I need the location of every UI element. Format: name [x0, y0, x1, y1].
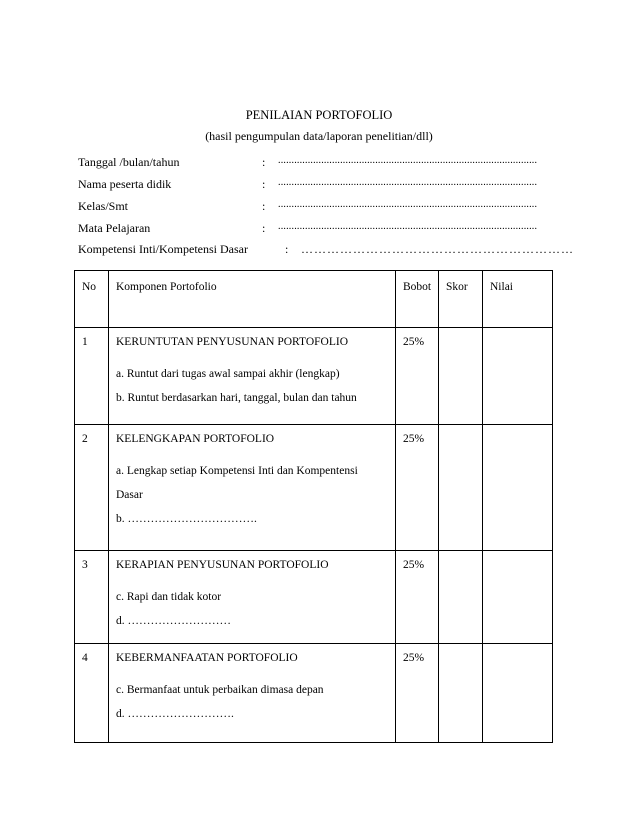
field-colon: :: [262, 155, 266, 169]
page-subtitle: (hasil pengumpulan data/laporan penelitian/dll): [205, 129, 433, 143]
table-row: [75, 644, 553, 743]
field-colon: :: [262, 199, 266, 213]
component-item: a. Runtut dari tugas awal sampai akhir (lengkap): [116, 368, 340, 380]
row-bobot: 25%: [396, 328, 439, 425]
field-mapel: [78, 221, 558, 239]
row-bobot: 25%: [396, 425, 439, 551]
component-title: KELENGKAPAN PORTOFOLIO: [116, 433, 275, 445]
row-skor-cell[interactable]: [439, 644, 483, 743]
row-component: [109, 328, 396, 425]
component-title: KERAPIAN PENYUSUNAN PORTOFOLIO: [116, 559, 329, 571]
row-nilai-cell[interactable]: [483, 425, 553, 551]
row-nilai-cell[interactable]: [483, 551, 553, 644]
table-header-row: [75, 271, 553, 328]
field-blank: ................................................................................................: [278, 199, 538, 210]
component-item: d. ………………………: [116, 615, 231, 627]
component-item: c. Bermanfaat untuk perbaikan dimasa depan: [116, 684, 324, 696]
row-no: 1: [75, 328, 109, 425]
component-item: b. Runtut berdasarkan hari, tanggal, bulan dan tahun: [116, 392, 357, 404]
table-row: [75, 551, 553, 644]
field-colon: :: [285, 242, 289, 256]
component-item: c. Rapi dan tidak kotor: [116, 591, 222, 603]
row-nilai-cell[interactable]: [483, 328, 553, 425]
col-header-skor: Skor: [439, 271, 483, 328]
col-header-komponen: Komponen Portofolio: [109, 271, 396, 328]
field-label: Nama peserta didik: [78, 177, 172, 191]
field-colon: :: [262, 221, 266, 235]
row-nilai-cell[interactable]: [483, 644, 553, 743]
field-label: Kompetensi Inti/Kompetensi Dasar: [78, 242, 248, 256]
row-bobot: 25%: [396, 644, 439, 743]
row-component: [109, 551, 396, 644]
row-no: 4: [75, 644, 109, 743]
page-title: PENILAIAN PORTOFOLIO: [245, 108, 393, 122]
component-item: d. ……………………….: [116, 708, 234, 720]
row-skor-cell[interactable]: [439, 425, 483, 551]
col-header-no: No: [75, 271, 109, 328]
component-item: Dasar: [116, 489, 143, 501]
component-item: b. …………………………….: [116, 513, 257, 525]
col-header-nilai: Nilai: [483, 271, 553, 328]
field-nama: [78, 177, 558, 195]
field-label: Mata Pelajaran: [78, 221, 151, 235]
table-row: [75, 425, 553, 551]
component-item: a. Lengkap setiap Kompetensi Inti dan Kompentensi: [116, 465, 358, 477]
field-label: Tanggal /bulan/tahun: [78, 155, 180, 169]
field-kelas: [78, 199, 558, 217]
table-row: [75, 328, 553, 425]
field-tanggal: [78, 155, 558, 173]
row-skor-cell[interactable]: [439, 551, 483, 644]
field-blank: ………………………………………………………: [301, 242, 574, 256]
field-blank: ................................................................................................: [278, 177, 538, 188]
field-colon: :: [262, 177, 266, 191]
component-title: KERUNTUTAN PENYUSUNAN PORTOFOLIO: [116, 336, 349, 348]
row-bobot: 25%: [396, 551, 439, 644]
col-header-bobot: Bobot: [396, 271, 439, 328]
field-blank: ................................................................................................: [278, 221, 538, 232]
row-component: [109, 644, 396, 743]
row-skor-cell[interactable]: [439, 328, 483, 425]
field-label: Kelas/Smt: [78, 199, 128, 213]
component-title: KEBERMANFAATAN PORTOFOLIO: [116, 652, 298, 664]
assessment-table: [74, 270, 553, 743]
field-kompetensi: [78, 242, 574, 260]
field-blank: ................................................................................................: [278, 155, 538, 166]
row-no: 2: [75, 425, 109, 551]
row-no: 3: [75, 551, 109, 644]
row-component: [109, 425, 396, 551]
